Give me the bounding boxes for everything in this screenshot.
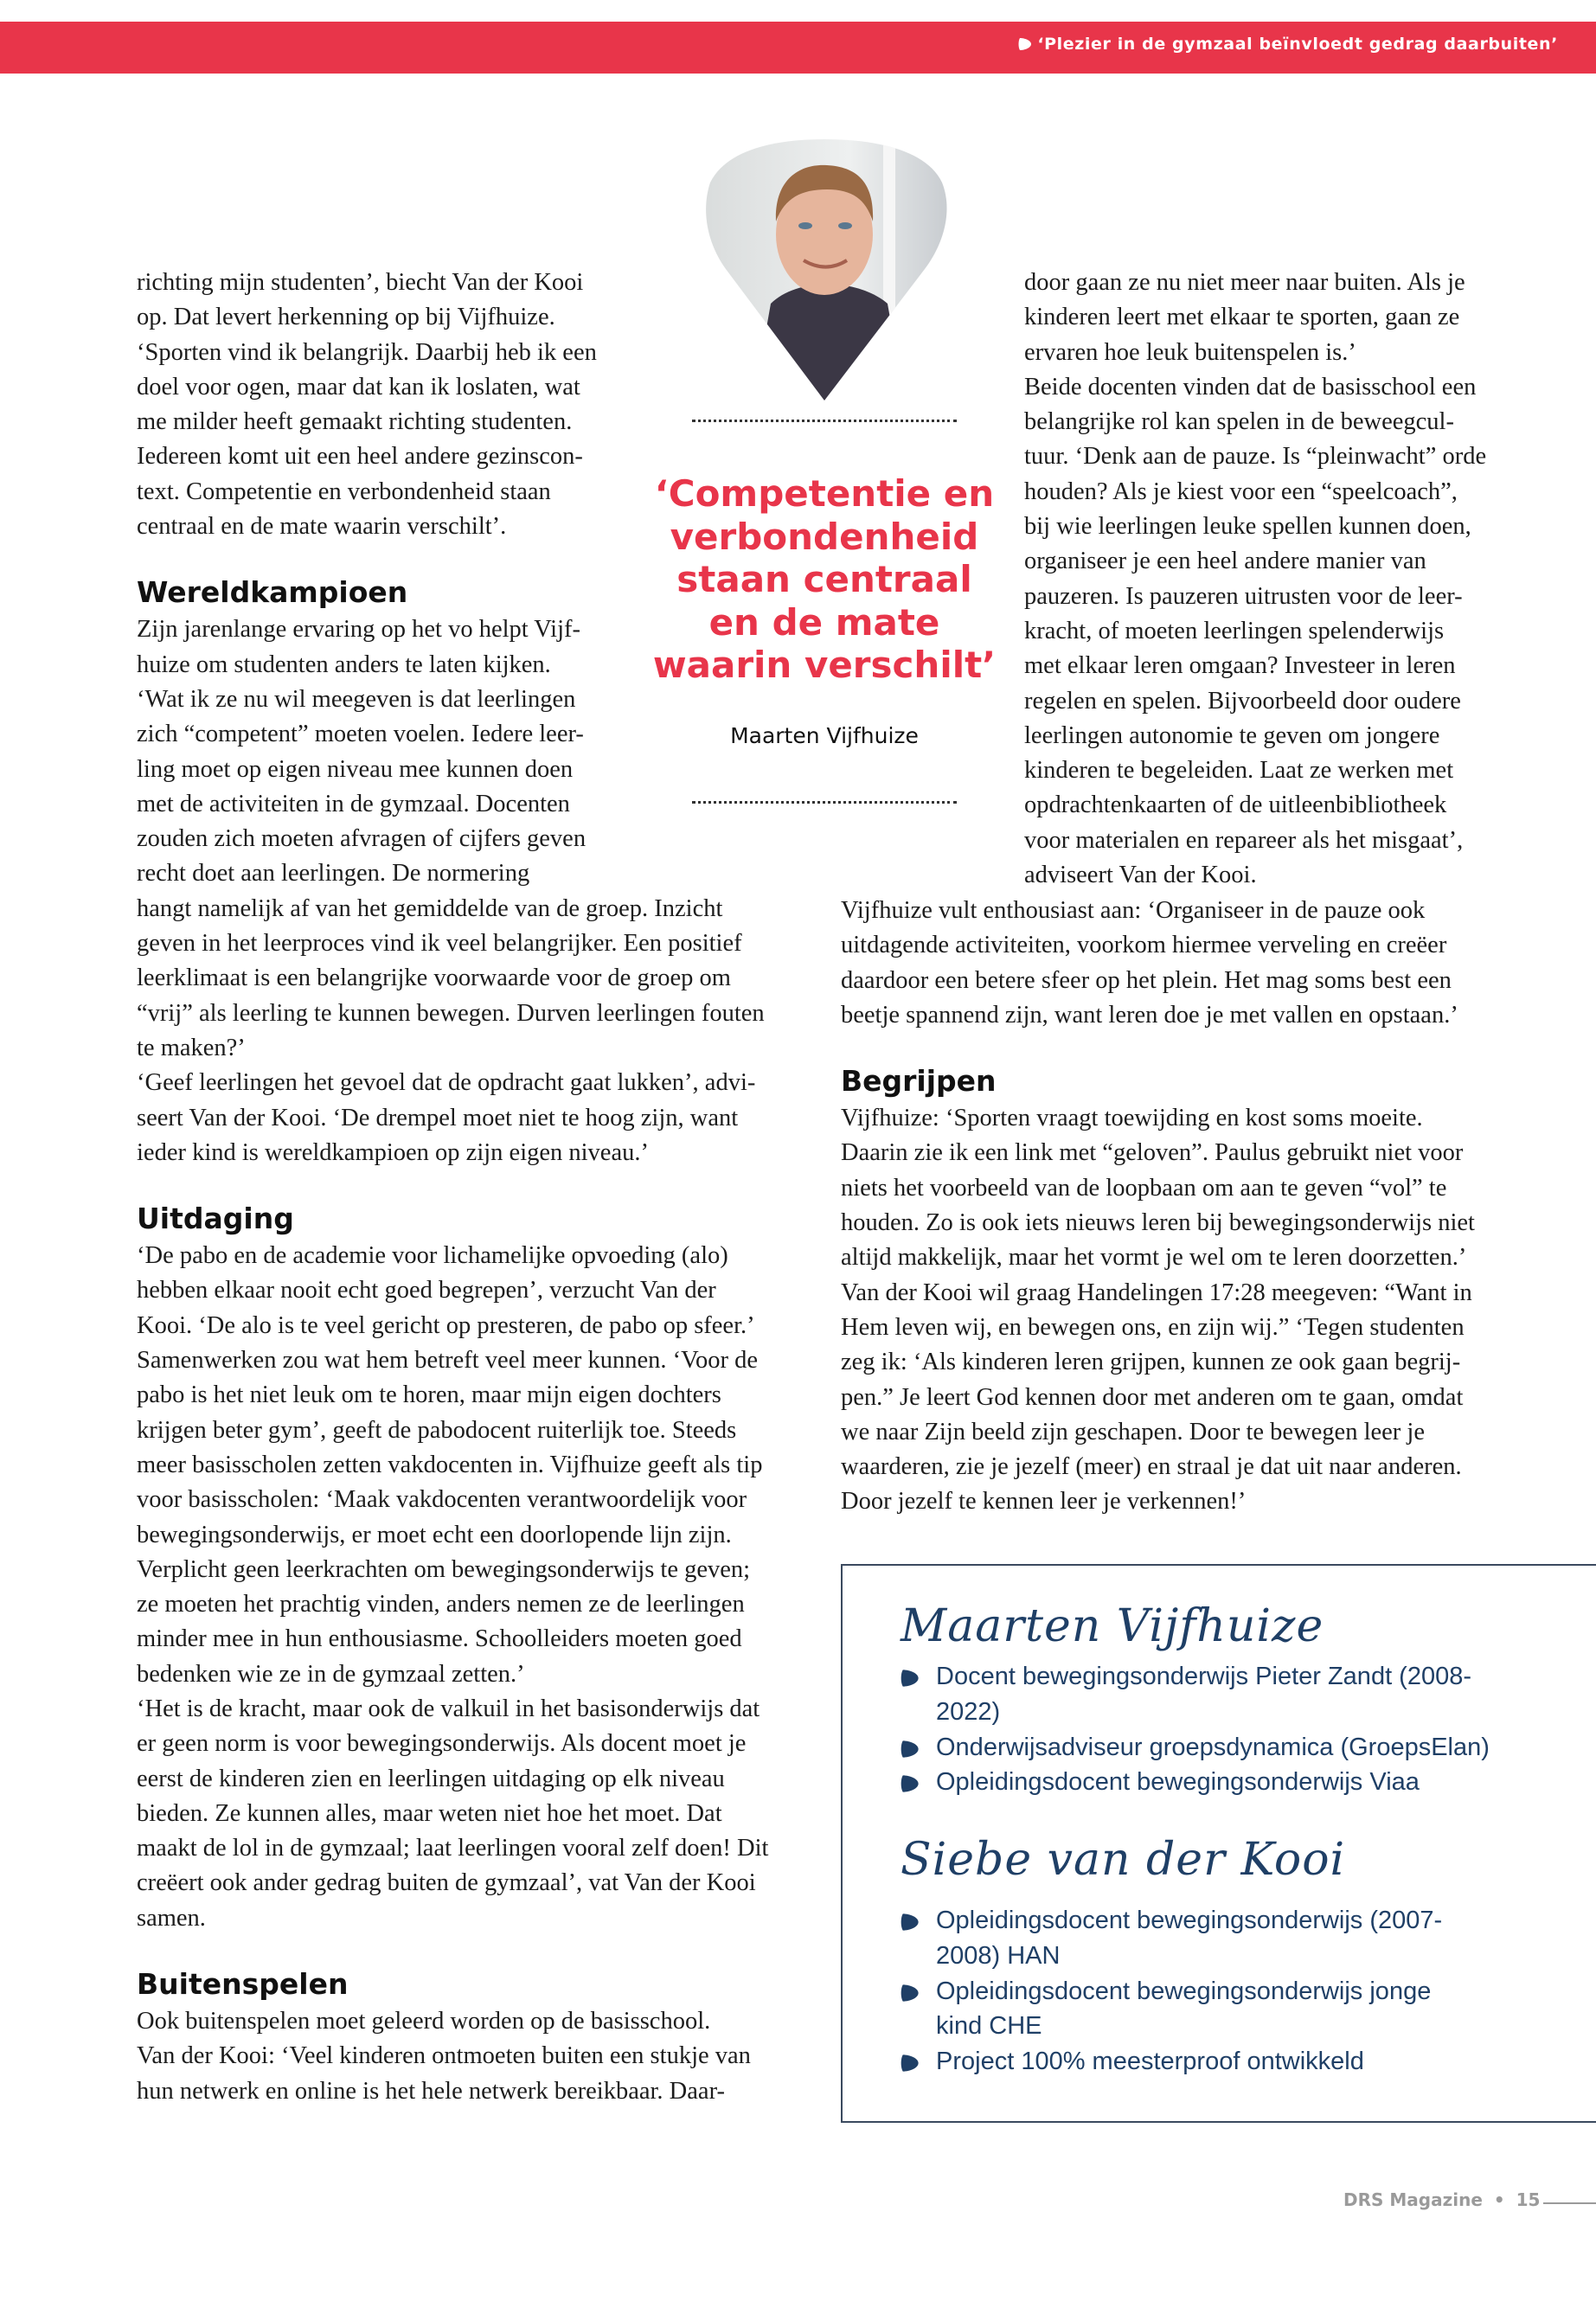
drop-bullet-icon bbox=[1018, 37, 1032, 51]
text-line: Iedereen komt uit een heel andere gezinscon- bbox=[137, 443, 583, 471]
text-line: ‘Het is de kracht, maar ook de valkuil in het basisonderwijs dat bbox=[137, 1695, 760, 1722]
text-line: te maken?’ bbox=[137, 1034, 246, 1061]
bio-item-line: Docent bewegingsonderwijs Pieter Zandt (2008- bbox=[936, 1663, 1472, 1690]
text-line: zeg ik: ‘Als kinderen leren grijpen, kunnen ze ook gaan begrij- bbox=[841, 1349, 1461, 1376]
text-line: ieder kind is wereldkampioen op zijn eigen niveau.’ bbox=[137, 1138, 649, 1166]
page-number: 15 bbox=[1516, 2189, 1541, 2210]
pull-quote bbox=[640, 472, 1009, 687]
text-line: altijd makkelijk, maar het vormt je wel om te leren doorzetten.’ bbox=[841, 1244, 1467, 1272]
text-line: pabo is het niet leuk om te horen, maar mijn eigen dochters bbox=[137, 1381, 721, 1409]
text-line: voor basisscholen: ‘Maak vakdocenten verantwoordelijk voor bbox=[137, 1486, 747, 1514]
bio-item-line: Project 100% meesterproof ontwikkeld bbox=[936, 2048, 1364, 2076]
text-line: ervaren hoe leuk buitenspelen is.’ bbox=[1024, 338, 1356, 366]
text-line: richting mijn studenten’, biecht Van der Kooi bbox=[137, 269, 584, 296]
pull-quote-line: verbondenheid bbox=[670, 515, 979, 558]
text-line: Van der Kooi: ‘Veel kinderen ontmoeten buiten een stukje van bbox=[137, 2042, 751, 2070]
text-line: hebben elkaar nooit echt goed begrepen’, verzucht Van der bbox=[137, 1277, 716, 1304]
text-line: Daarin zie ik een link met “geloven”. Paulus gebruikt niet voor bbox=[841, 1139, 1464, 1167]
text-line: Ook buitenspelen moet geleerd worden op de basisschool. bbox=[137, 2008, 711, 2035]
text-line: voor materialen en repareer als het misgaat’, bbox=[1024, 826, 1464, 854]
section-heading: Uitdaging bbox=[137, 1202, 294, 1236]
text-line: houden? Als je kiest voor een “speelcoach”, bbox=[1024, 478, 1458, 505]
text-line: ‘Wat ik ze nu wil meegeven is dat leerlingen bbox=[137, 685, 576, 713]
text-line: waarderen, zie je jezelf (meer) en straal je dat uit naar anderen. bbox=[841, 1453, 1462, 1481]
text-line: Vijfhuize: ‘Sporten vraagt toewijding en kost soms moeite. bbox=[841, 1105, 1423, 1132]
text-line: houden. Zo is ook iets nieuws leren bij bewegingsonderwijs niet bbox=[841, 1209, 1475, 1237]
section-heading: Begrijpen bbox=[841, 1064, 997, 1099]
pull-quote-line: ‘Competentie en bbox=[654, 472, 995, 515]
bio-list-vijfhuize bbox=[901, 1659, 1490, 1800]
bio-item-line: Opleidingsdocent bewegingsonderwijs jonge bbox=[936, 1977, 1432, 2005]
section-heading: Wereldkampioen bbox=[137, 575, 408, 610]
text-line: pauzeren. Is pauzeren uitrusten voor de leer- bbox=[1024, 582, 1463, 610]
quote-divider-bottom bbox=[692, 801, 957, 804]
bio-list-item bbox=[901, 1765, 1490, 1800]
text-line: samen. bbox=[137, 1904, 206, 1932]
drop-bullet-icon bbox=[901, 1740, 920, 1759]
text-line: regelen en spelen. Bijvoorbeeld door oudere bbox=[1024, 687, 1461, 715]
text-line: kracht, of moeten leerlingen spelenderwijs bbox=[1024, 617, 1445, 644]
text-line: recht doet aan leerlingen. De normering bbox=[137, 860, 530, 888]
text-line: maakt de lol in de gymzaal; laat leerlingen vooral zelf doen! Dit bbox=[137, 1835, 769, 1862]
text-line: ze moeten het prachtig vinden, anders nemen ze de leerlingen bbox=[137, 1591, 745, 1618]
text-line: centraal en de mate waarin verschilt’. bbox=[137, 513, 507, 541]
bio-list-van-der-kooi bbox=[901, 1903, 1442, 2080]
text-line: leerlingen autonomie te geven om jongere bbox=[1024, 721, 1440, 749]
bio-item-line: Opleidingsdocent bewegingsonderwijs Viaa bbox=[936, 1768, 1420, 1797]
article-column-right-top bbox=[1024, 266, 1486, 893]
text-line: zouden zich moeten afvragen of cijfers geven bbox=[137, 825, 586, 853]
bio-list-item bbox=[901, 2044, 1442, 2080]
pull-quote-author: Maarten Vijfhuize bbox=[730, 723, 919, 748]
page-footer bbox=[1343, 2189, 1540, 2210]
text-line: “vrij” als leerling te kunnen bewegen. Durven leerlingen fouten bbox=[137, 999, 765, 1027]
drop-bullet-icon bbox=[901, 1984, 920, 2003]
text-line: we naar Zijn beeld zijn geschapen. Door te bewegen leer je bbox=[841, 1418, 1425, 1445]
text-line: hangt namelijk af van het gemiddelde van de groep. Inzicht bbox=[137, 894, 723, 922]
text-line: kinderen leert met elkaar te sporten, gaan ze bbox=[1024, 304, 1460, 331]
text-line: leerklimaat is een belangrijke voorwaarde voor de groep om bbox=[137, 965, 731, 992]
text-line: creëert ook ander gedrag buiten de gymzaal’, vat Van der Kooi bbox=[137, 1869, 756, 1897]
bio-list-item bbox=[901, 1730, 1490, 1766]
text-line: uitdagende activiteiten, voorkom hiermee verveling en creëer bbox=[841, 932, 1447, 959]
text-line: bedenken wie ze in de gymzaal zetten.’ bbox=[137, 1660, 525, 1688]
text-line: text. Competentie en verbondenheid staan bbox=[137, 478, 551, 505]
text-line: opdrachtenkaarten of de uitleenbibliotheek bbox=[1024, 792, 1447, 819]
text-line: pen.” Je leert God kennen door met anderen om te gaan, omdat bbox=[841, 1383, 1464, 1411]
text-line: Zijn jarenlange ervaring op het vo helpt Vijf- bbox=[137, 616, 580, 644]
text-line: Door jezelf te kennen leer je verkennen!’ bbox=[841, 1488, 1247, 1516]
text-line: Van der Kooi wil graag Handelingen 17:28 meegeven: “Want in bbox=[841, 1279, 1472, 1306]
text-line: er geen norm is voor bewegingsonderwijs. Als docent moet je bbox=[137, 1730, 747, 1758]
text-line: belangrijke rol kan spelen in de beweegcul- bbox=[1024, 408, 1454, 436]
bio-list-item bbox=[901, 1974, 1442, 2045]
text-line: ‘Geef leerlingen het gevoel dat de opdracht gaat lukken’, advi- bbox=[137, 1069, 756, 1097]
text-line: bewegingsonderwijs, er moet echt een doorlopende lijn zijn. bbox=[137, 1521, 732, 1548]
text-line: ling moet op eigen niveau mee kunnen doen bbox=[137, 755, 574, 783]
text-line: met de activiteiten in de gymzaal. Docenten bbox=[137, 790, 570, 817]
drop-bullet-icon bbox=[901, 1774, 920, 1793]
text-line: doel voor ogen, maar dat kan ik loslaten, wat bbox=[137, 373, 580, 401]
text-line: zich “competent” moeten voelen. Iedere leer- bbox=[137, 721, 584, 748]
text-line: ‘De pabo en de academie voor lichamelijke opvoeding (alo) bbox=[137, 1242, 728, 1270]
bio-item-line: 2022) bbox=[936, 1697, 1001, 1726]
text-line: Vijfhuize vult enthousiast aan: ‘Organiseer in de pauze ook bbox=[841, 897, 1426, 924]
text-line: door gaan ze nu niet meer naar buiten. Als je bbox=[1024, 269, 1465, 296]
text-line: geven in het leerproces vind ik veel belangrijker. Een positief bbox=[137, 930, 742, 958]
text-line: Verplicht geen leerkrachten om bewegingsonderwijs te geven; bbox=[137, 1555, 751, 1583]
text-line: daardoor een betere sfeer op het plein. Het mag soms best een bbox=[841, 966, 1452, 994]
text-line: hun netwerk en online is het hele netwerk bereikbaar. Daar- bbox=[137, 2077, 725, 2105]
bio-item-line: kind CHE bbox=[936, 2012, 1042, 2041]
text-line: organiseer je een heel andere manier van bbox=[1024, 548, 1426, 575]
text-line: Samenwerken zou wat hem betreft veel meer kunnen. ‘Voor de bbox=[137, 1347, 759, 1375]
text-line: huize om studenten anders te laten kijken. bbox=[137, 651, 551, 678]
text-line: beetje spannend zijn, want leren doe je met vallen en opstaan.’ bbox=[841, 1001, 1458, 1029]
section-header-bar bbox=[0, 22, 1596, 74]
text-line: minder mee in hun enthousiasme. Schoolleiders moeten goed bbox=[137, 1625, 742, 1653]
text-line: meer basisscholen zetten vakdocenten in. Vijfhuize geeft als tip bbox=[137, 1451, 763, 1478]
text-line: Beide docenten vinden dat de basisschool een bbox=[1024, 373, 1477, 401]
bio-name-van-der-kooi: Siebe van der Kooi bbox=[901, 1834, 1346, 1886]
footer-rule bbox=[1543, 2202, 1596, 2204]
pull-quote-line: en de mate bbox=[708, 600, 940, 644]
pull-quote-line: staan centraal bbox=[676, 558, 972, 600]
bio-item-line: 2008) HAN bbox=[936, 1941, 1061, 1970]
section-heading: Buitenspelen bbox=[137, 1967, 349, 2002]
bio-list-item bbox=[901, 1903, 1442, 1974]
quote-divider-top bbox=[692, 420, 957, 422]
text-line: bij wie leerlingen leuke spellen kunnen doen, bbox=[1024, 513, 1471, 541]
text-line: seert Van der Kooi. ‘De drempel moet niet te hoog zijn, want bbox=[137, 1104, 739, 1131]
section-title: ‘Plezier in de gymzaal beïnvloedt gedrag daarbuiten’ bbox=[1037, 35, 1558, 54]
text-line: niets het voorbeeld van de loopbaan om aan te geven “vol” te bbox=[841, 1174, 1447, 1202]
text-line: kinderen te begeleiden. Laat ze werken met bbox=[1024, 757, 1454, 785]
footer-separator: • bbox=[1493, 2189, 1505, 2210]
drop-bullet-icon bbox=[901, 1913, 920, 1932]
pull-quote-line: waarin verschilt’ bbox=[652, 644, 997, 686]
drop-bullet-icon bbox=[901, 2054, 920, 2073]
text-line: adviseert Van der Kooi. bbox=[1024, 862, 1257, 889]
text-line: krijgen beter gym’, geeft de pabodocent ruiterlijk toe. Steeds bbox=[137, 1416, 737, 1444]
text-line: Kooi. ‘De alo is te veel gericht op presteren, de pabo op sfeer.’ bbox=[137, 1311, 755, 1339]
bio-list-item bbox=[901, 1659, 1490, 1730]
text-line: bieden. Ze kunnen alles, maar weten niet hoe het moet. Dat bbox=[137, 1799, 722, 1827]
text-line: met elkaar leren omgaan? Investeer in leren bbox=[1024, 652, 1456, 680]
magazine-name: DRS Magazine bbox=[1343, 2189, 1483, 2210]
bio-name-vijfhuize: Maarten Vijfhuize bbox=[901, 1600, 1324, 1652]
bio-item-line: Opleidingsdocent bewegingsonderwijs (2007- bbox=[936, 1907, 1443, 1934]
text-line: Hem leven wij, en bewegen ons, en zijn wij.” ‘Tegen studenten bbox=[841, 1313, 1465, 1341]
text-line: tuur. ‘Denk aan de pauze. Is “pleinwacht” orde bbox=[1024, 443, 1487, 471]
bio-item-line: Onderwijsadviseur groepsdynamica (GroepsElan) bbox=[936, 1733, 1490, 1761]
article-column-right-bottom bbox=[841, 894, 1475, 1520]
text-line: me milder heeft gemaakt richting studenten. bbox=[137, 408, 573, 436]
text-line: op. Dat levert herkenning op bij Vijfhuize. bbox=[137, 304, 555, 331]
portrait-photo bbox=[702, 139, 948, 401]
text-line: ‘Sporten vind ik belangrijk. Daarbij heb ik een bbox=[137, 338, 597, 366]
text-line: eerst de kinderen zien en leerlingen uitdaging op elk niveau bbox=[137, 1765, 725, 1792]
drop-bullet-icon bbox=[901, 1669, 920, 1688]
